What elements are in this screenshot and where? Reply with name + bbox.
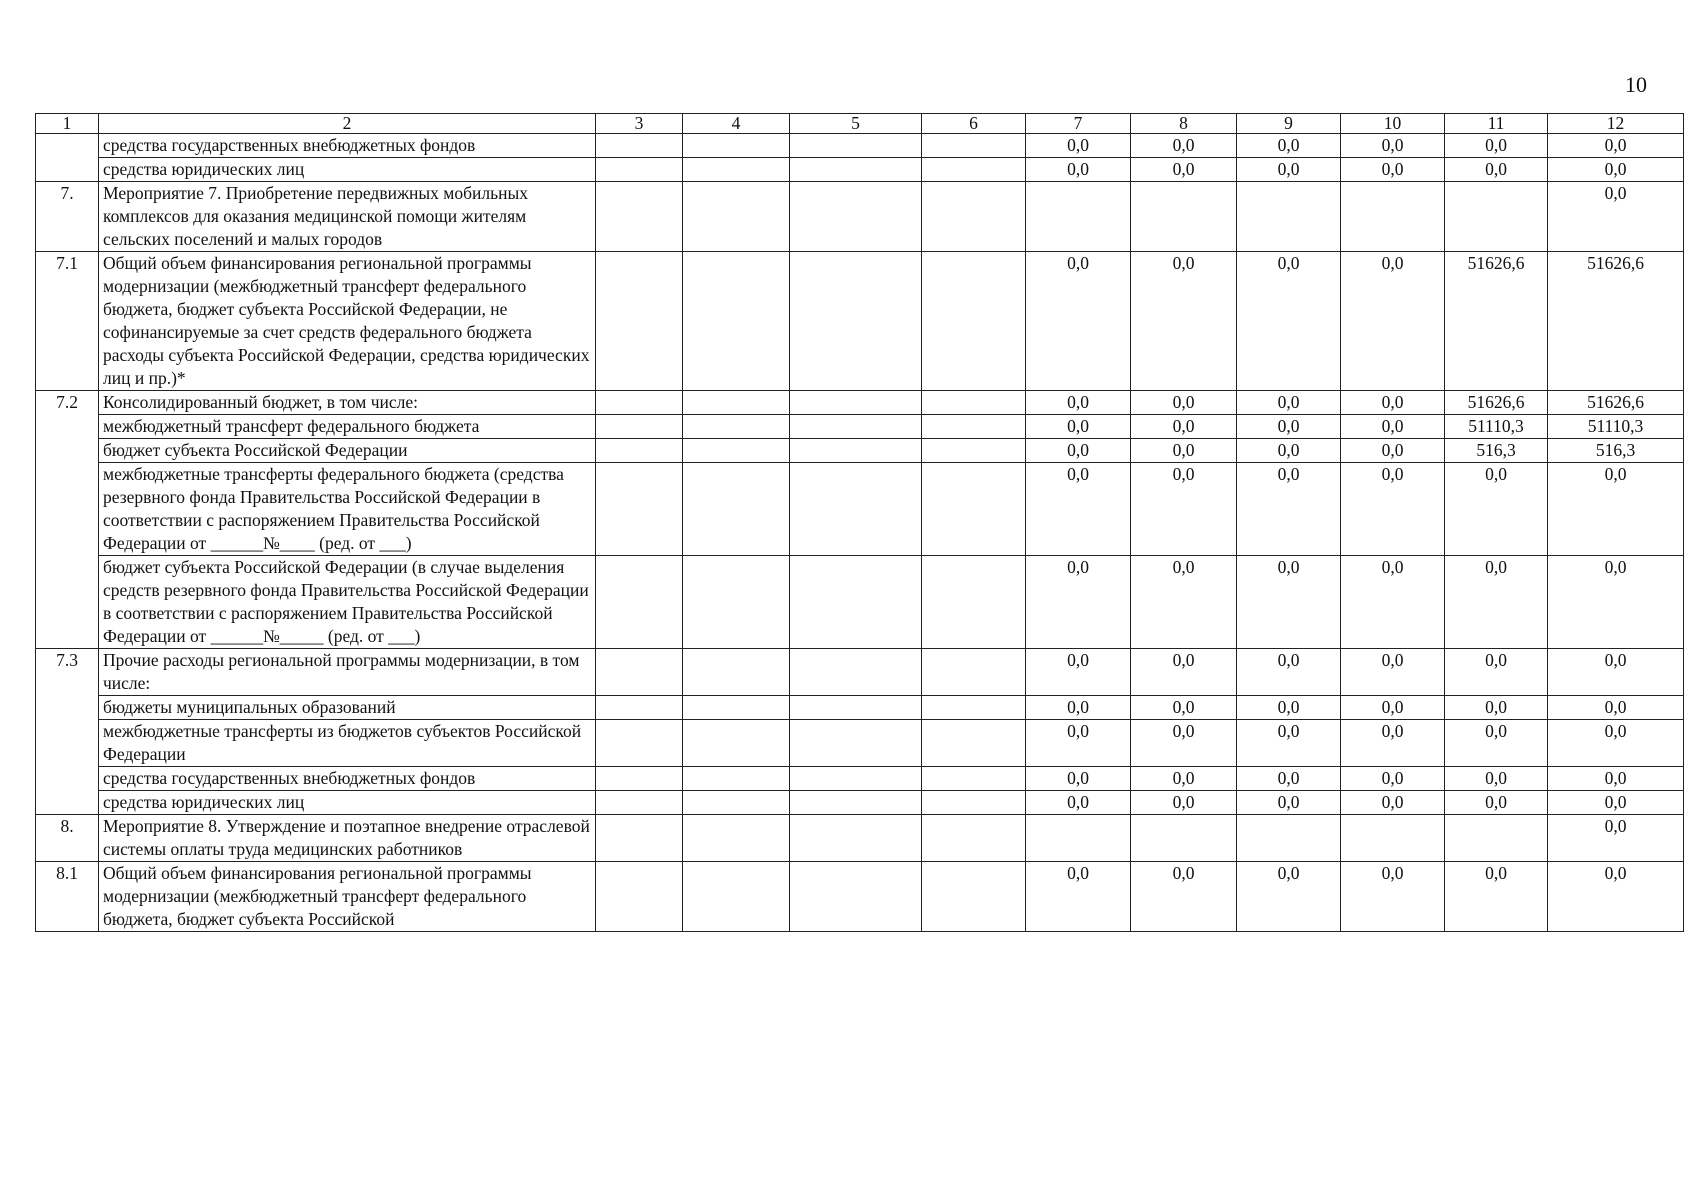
row-description: средства государственных внебюджетных фондов [99, 134, 596, 158]
value-cell: 0,0 [1445, 767, 1548, 791]
value-cell: 516,3 [1445, 439, 1548, 463]
row-number: 8. [36, 815, 99, 862]
row-description: бюджеты муниципальных образований [99, 696, 596, 720]
empty-cell [683, 720, 790, 767]
empty-cell [922, 556, 1026, 649]
table-row [36, 439, 1684, 463]
empty-cell [790, 439, 922, 463]
value-cell: 0,0 [1445, 463, 1548, 556]
table-row [36, 415, 1684, 439]
row-description: Общий объем финансирования региональной программы модернизации (межбюджетный трансферт федерального бюджета, бюджет субъекта Российской Федерации, не софинансируемые за счет средств федерального бюджета расходы субъекта Российской Федерации, средства юридических лиц и пр.)* [99, 252, 596, 391]
empty-cell [790, 696, 922, 720]
empty-cell [683, 767, 790, 791]
value-cell: 0,0 [1026, 791, 1131, 815]
value-cell: 0,0 [1445, 158, 1548, 182]
value-cell: 0,0 [1548, 862, 1684, 932]
value-cell: 0,0 [1548, 791, 1684, 815]
row-number [36, 439, 99, 463]
empty-cell [596, 252, 683, 391]
value-cell: 0,0 [1026, 463, 1131, 556]
value-cell: 0,0 [1026, 252, 1131, 391]
row-number [36, 767, 99, 791]
header-cell: 3 [596, 114, 683, 134]
value-cell [1341, 815, 1445, 862]
row-number [36, 791, 99, 815]
value-cell: 0,0 [1548, 649, 1684, 696]
table-row [36, 556, 1684, 649]
value-cell: 0,0 [1237, 791, 1341, 815]
row-description: Мероприятие 8. Утверждение и поэтапное внедрение отраслевой системы оплаты труда медицинских работников [99, 815, 596, 862]
row-number: 8.1 [36, 862, 99, 932]
value-cell: 0,0 [1131, 463, 1237, 556]
table-row [36, 134, 1684, 158]
value-cell: 0,0 [1237, 696, 1341, 720]
empty-cell [596, 767, 683, 791]
row-description: межбюджетные трансферты из бюджетов субъектов Российской Федерации [99, 720, 596, 767]
value-cell: 0,0 [1131, 415, 1237, 439]
value-cell: 0,0 [1026, 415, 1131, 439]
value-cell: 0,0 [1026, 391, 1131, 415]
row-number [36, 556, 99, 649]
row-description: межбюджетный трансферт федерального бюджета [99, 415, 596, 439]
empty-cell [683, 415, 790, 439]
value-cell: 0,0 [1131, 391, 1237, 415]
value-cell [1237, 182, 1341, 252]
value-cell: 0,0 [1131, 439, 1237, 463]
value-cell: 0,0 [1026, 767, 1131, 791]
page-number: 10 [1625, 72, 1647, 97]
row-number [36, 158, 99, 182]
value-cell: 0,0 [1026, 862, 1131, 932]
value-cell: 0,0 [1026, 649, 1131, 696]
empty-cell [596, 791, 683, 815]
value-cell: 0,0 [1131, 767, 1237, 791]
value-cell: 0,0 [1548, 182, 1684, 252]
empty-cell [596, 556, 683, 649]
header-cell: 6 [922, 114, 1026, 134]
row-description: средства юридических лиц [99, 791, 596, 815]
row-number [36, 463, 99, 556]
empty-cell [922, 252, 1026, 391]
value-cell: 0,0 [1026, 720, 1131, 767]
empty-cell [683, 391, 790, 415]
value-cell: 0,0 [1237, 415, 1341, 439]
value-cell: 0,0 [1131, 134, 1237, 158]
empty-cell [790, 815, 922, 862]
value-cell: 0,0 [1548, 767, 1684, 791]
empty-cell [790, 767, 922, 791]
value-cell: 0,0 [1548, 134, 1684, 158]
empty-cell [596, 439, 683, 463]
header-cell: 2 [99, 114, 596, 134]
empty-cell [596, 182, 683, 252]
value-cell: 0,0 [1341, 463, 1445, 556]
value-cell: 0,0 [1445, 134, 1548, 158]
value-cell: 51110,3 [1445, 415, 1548, 439]
row-description: Консолидированный бюджет, в том числе: [99, 391, 596, 415]
header-cell: 10 [1341, 114, 1445, 134]
header-cell: 7 [1026, 114, 1131, 134]
value-cell: 0,0 [1548, 696, 1684, 720]
empty-cell [596, 463, 683, 556]
value-cell: 0,0 [1445, 649, 1548, 696]
value-cell: 0,0 [1237, 391, 1341, 415]
header-cell: 12 [1548, 114, 1684, 134]
empty-cell [596, 815, 683, 862]
value-cell: 0,0 [1131, 252, 1237, 391]
empty-cell [922, 439, 1026, 463]
empty-cell [596, 720, 683, 767]
table-row [36, 391, 1684, 415]
header-cell: 4 [683, 114, 790, 134]
empty-cell [790, 158, 922, 182]
value-cell [1445, 182, 1548, 252]
value-cell: 0,0 [1131, 696, 1237, 720]
empty-cell [922, 391, 1026, 415]
value-cell: 0,0 [1548, 720, 1684, 767]
row-description: Прочие расходы региональной программы модернизации, в том числе: [99, 649, 596, 696]
header-cell: 11 [1445, 114, 1548, 134]
table-row [36, 720, 1684, 767]
value-cell [1131, 182, 1237, 252]
empty-cell [922, 158, 1026, 182]
row-number: 7.2 [36, 391, 99, 415]
row-description: бюджет субъекта Российской Федерации [99, 439, 596, 463]
table-row [36, 463, 1684, 556]
row-description: средства юридических лиц [99, 158, 596, 182]
financing-table [35, 113, 1684, 932]
empty-cell [790, 720, 922, 767]
table-row [36, 252, 1684, 391]
empty-cell [922, 815, 1026, 862]
empty-cell [790, 463, 922, 556]
empty-cell [922, 134, 1026, 158]
empty-cell [790, 391, 922, 415]
row-description: Мероприятие 7. Приобретение передвижных мобильных комплексов для оказания медицинской помощи жителям сельских поселений и малых городов [99, 182, 596, 252]
value-cell: 0,0 [1237, 252, 1341, 391]
empty-cell [683, 134, 790, 158]
value-cell: 0,0 [1026, 134, 1131, 158]
value-cell: 0,0 [1237, 463, 1341, 556]
value-cell: 0,0 [1237, 556, 1341, 649]
value-cell: 0,0 [1237, 720, 1341, 767]
empty-cell [596, 391, 683, 415]
empty-cell [683, 815, 790, 862]
value-cell: 0,0 [1548, 463, 1684, 556]
empty-cell [790, 649, 922, 696]
value-cell: 51626,6 [1445, 391, 1548, 415]
value-cell: 0,0 [1237, 134, 1341, 158]
empty-cell [790, 182, 922, 252]
row-number [36, 415, 99, 439]
value-cell: 0,0 [1341, 767, 1445, 791]
empty-cell [596, 134, 683, 158]
value-cell: 0,0 [1341, 134, 1445, 158]
value-cell: 51626,6 [1548, 252, 1684, 391]
value-cell: 0,0 [1341, 649, 1445, 696]
row-number [36, 134, 99, 158]
value-cell: 0,0 [1341, 252, 1445, 391]
value-cell: 0,0 [1237, 158, 1341, 182]
value-cell: 0,0 [1341, 862, 1445, 932]
value-cell: 51626,6 [1445, 252, 1548, 391]
value-cell: 0,0 [1237, 767, 1341, 791]
empty-cell [922, 182, 1026, 252]
value-cell [1026, 815, 1131, 862]
value-cell: 0,0 [1026, 696, 1131, 720]
header-row [36, 114, 1684, 134]
header-cell: 5 [790, 114, 922, 134]
table-row [36, 696, 1684, 720]
empty-cell [683, 862, 790, 932]
value-cell: 0,0 [1445, 791, 1548, 815]
header-cell: 8 [1131, 114, 1237, 134]
value-cell: 0,0 [1131, 158, 1237, 182]
empty-cell [596, 696, 683, 720]
value-cell: 0,0 [1237, 439, 1341, 463]
table-row [36, 158, 1684, 182]
value-cell: 0,0 [1026, 556, 1131, 649]
empty-cell [922, 791, 1026, 815]
value-cell: 516,3 [1548, 439, 1684, 463]
empty-cell [922, 649, 1026, 696]
value-cell: 0,0 [1341, 791, 1445, 815]
value-cell: 0,0 [1341, 720, 1445, 767]
row-description: Общий объем финансирования региональной программы модернизации (межбюджетный трансферт федерального бюджета, бюджет субъекта Российской [99, 862, 596, 932]
value-cell [1237, 815, 1341, 862]
value-cell: 0,0 [1237, 862, 1341, 932]
value-cell: 0,0 [1341, 556, 1445, 649]
empty-cell [922, 862, 1026, 932]
value-cell [1341, 182, 1445, 252]
value-cell: 0,0 [1026, 158, 1131, 182]
empty-cell [683, 463, 790, 556]
empty-cell [922, 720, 1026, 767]
row-number: 7.1 [36, 252, 99, 391]
empty-cell [683, 252, 790, 391]
empty-cell [790, 862, 922, 932]
row-number: 7. [36, 182, 99, 252]
empty-cell [683, 791, 790, 815]
value-cell: 51626,6 [1548, 391, 1684, 415]
empty-cell [790, 791, 922, 815]
empty-cell [596, 158, 683, 182]
value-cell: 0,0 [1131, 649, 1237, 696]
table-row [36, 815, 1684, 862]
value-cell: 0,0 [1445, 556, 1548, 649]
empty-cell [790, 134, 922, 158]
header-cell: 1 [36, 114, 99, 134]
empty-cell [683, 556, 790, 649]
empty-cell [922, 463, 1026, 556]
value-cell: 0,0 [1445, 862, 1548, 932]
table-row [36, 791, 1684, 815]
value-cell: 0,0 [1131, 862, 1237, 932]
header-cell: 9 [1237, 114, 1341, 134]
empty-cell [922, 767, 1026, 791]
empty-cell [790, 556, 922, 649]
value-cell: 0,0 [1548, 815, 1684, 862]
value-cell: 0,0 [1548, 556, 1684, 649]
empty-cell [922, 415, 1026, 439]
row-number [36, 696, 99, 720]
empty-cell [596, 862, 683, 932]
table-row [36, 767, 1684, 791]
row-number [36, 720, 99, 767]
value-cell: 51110,3 [1548, 415, 1684, 439]
value-cell [1026, 182, 1131, 252]
empty-cell [790, 252, 922, 391]
value-cell: 0,0 [1341, 415, 1445, 439]
value-cell: 0,0 [1131, 791, 1237, 815]
empty-cell [922, 696, 1026, 720]
value-cell: 0,0 [1341, 391, 1445, 415]
value-cell: 0,0 [1131, 556, 1237, 649]
row-number: 7.3 [36, 649, 99, 696]
value-cell: 0,0 [1026, 439, 1131, 463]
empty-cell [790, 415, 922, 439]
empty-cell [596, 649, 683, 696]
value-cell: 0,0 [1445, 696, 1548, 720]
value-cell: 0,0 [1445, 720, 1548, 767]
empty-cell [683, 182, 790, 252]
table-row [36, 182, 1684, 252]
value-cell: 0,0 [1341, 696, 1445, 720]
row-description: межбюджетные трансферты федерального бюджета (средства резервного фонда Правительства Российской Федерации в соответствии с распоряжением Правительства Российской Федерации от ______№____ (ред. от ___) [99, 463, 596, 556]
empty-cell [683, 439, 790, 463]
table-row [36, 649, 1684, 696]
row-description: средства государственных внебюджетных фондов [99, 767, 596, 791]
row-description: бюджет субъекта Российской Федерации (в случае выделения средств резервного фонда Правительства Российской Федерации в соответствии с распоряжением Правительства Российской Федерации от ______№_____ (ред. от ___) [99, 556, 596, 649]
value-cell: 0,0 [1131, 720, 1237, 767]
value-cell: 0,0 [1341, 439, 1445, 463]
value-cell: 0,0 [1341, 158, 1445, 182]
empty-cell [683, 158, 790, 182]
value-cell: 0,0 [1548, 158, 1684, 182]
table-row [36, 862, 1684, 932]
value-cell [1445, 815, 1548, 862]
empty-cell [683, 649, 790, 696]
empty-cell [683, 696, 790, 720]
value-cell [1131, 815, 1237, 862]
empty-cell [596, 415, 683, 439]
value-cell: 0,0 [1237, 649, 1341, 696]
